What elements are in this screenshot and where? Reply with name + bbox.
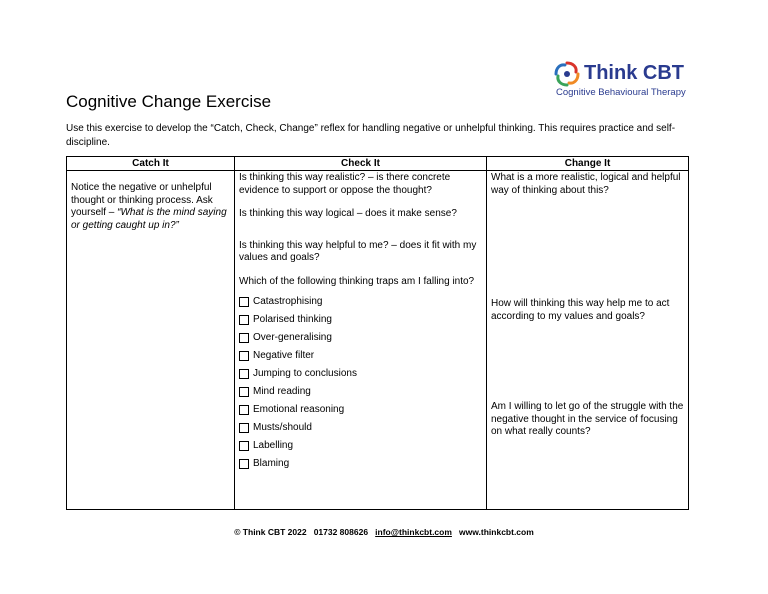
change-question-let-go: Am I willing to let go of the struggle with the negative thought in the service of focusing on what really counts? <box>491 401 684 437</box>
trap-item[interactable] <box>239 347 482 365</box>
trap-item[interactable] <box>239 419 482 437</box>
trap-item[interactable] <box>239 383 482 401</box>
swirl-logo-icon <box>553 60 581 88</box>
checkbox[interactable] <box>239 387 249 397</box>
checkbox[interactable] <box>239 423 249 433</box>
trap-item[interactable] <box>239 329 482 347</box>
trap-label: Emotional reasoning <box>253 403 345 415</box>
trap-label: Mind reading <box>253 385 311 397</box>
trap-label: Musts/should <box>253 421 312 433</box>
change-question-realistic: What is a more realistic, logical and helpful way of thinking about this? <box>491 172 681 196</box>
check-question-realistic: Is thinking this way realistic? – is there concrete evidence to support or oppose the thought? <box>239 172 451 196</box>
trap-label: Polarised thinking <box>253 313 332 325</box>
header-check-it: Check It <box>235 157 487 171</box>
footer-email-link[interactable]: info@thinkcbt.com <box>375 527 452 537</box>
change-cell <box>487 171 689 510</box>
page-title: Cognitive Change Exercise <box>66 92 272 111</box>
footer-phone: 01732 808626 <box>313 527 369 537</box>
trap-item[interactable] <box>239 365 482 383</box>
trap-label: Labelling <box>253 439 294 451</box>
brand-tagline: Cognitive Behavioural Therapy <box>556 87 686 98</box>
header-change-it: Change It <box>487 157 689 171</box>
check-question-logical: Is thinking this way logical – does it make sense? <box>239 208 457 219</box>
footer <box>0 527 768 537</box>
checkbox[interactable] <box>239 369 249 379</box>
brand-name: Think CBT <box>584 62 684 84</box>
catch-instructions <box>71 182 230 232</box>
trap-label: Catastrophising <box>253 295 323 307</box>
intro-text: Use this exercise to develop the “Catch, Check, Change” reflex for handling negative or unhelpful thinking. This requires practice and self-discipline. <box>66 123 676 148</box>
header-catch-it: Catch It <box>67 157 235 171</box>
change-question-values: How will thinking this way help me to act according to my values and goals? <box>491 298 670 322</box>
checkbox[interactable] <box>239 297 249 307</box>
checkbox[interactable] <box>239 315 249 325</box>
trap-label: Jumping to conclusions <box>253 367 357 379</box>
trap-item[interactable] <box>239 437 482 455</box>
trap-label: Blaming <box>253 457 290 469</box>
brand-logo <box>553 60 693 100</box>
trap-item[interactable] <box>239 311 482 329</box>
trap-label: Over-generalising <box>253 331 332 343</box>
trap-item[interactable] <box>239 293 482 311</box>
table-row <box>67 171 689 510</box>
check-cell <box>235 171 487 510</box>
trap-item[interactable] <box>239 455 482 473</box>
footer-website-link[interactable]: www.thinkcbt.com <box>459 527 534 537</box>
trap-label: Negative filter <box>253 349 315 361</box>
checkbox[interactable] <box>239 405 249 415</box>
checkbox[interactable] <box>239 333 249 343</box>
checkbox[interactable] <box>239 459 249 469</box>
exercise-table <box>66 156 689 510</box>
checkbox[interactable] <box>239 441 249 451</box>
checkbox[interactable] <box>239 351 249 361</box>
catch-text: Notice the negative or unhelpful thought or thinking process. Ask yourself – <box>71 182 213 218</box>
check-question-helpful: Is thinking this way helpful to me? – does it fit with my values and goals? <box>239 239 477 263</box>
thinking-traps-list <box>239 293 482 473</box>
footer-copyright: © Think CBT 2022 <box>234 527 307 537</box>
trap-item[interactable] <box>239 401 482 419</box>
check-question-traps: Which of the following thinking traps am I falling into? <box>239 275 475 287</box>
catch-cell <box>67 171 235 510</box>
catch-question: “What is the mind saying or getting caught up in?” <box>71 207 227 231</box>
table-header-row <box>67 157 689 171</box>
